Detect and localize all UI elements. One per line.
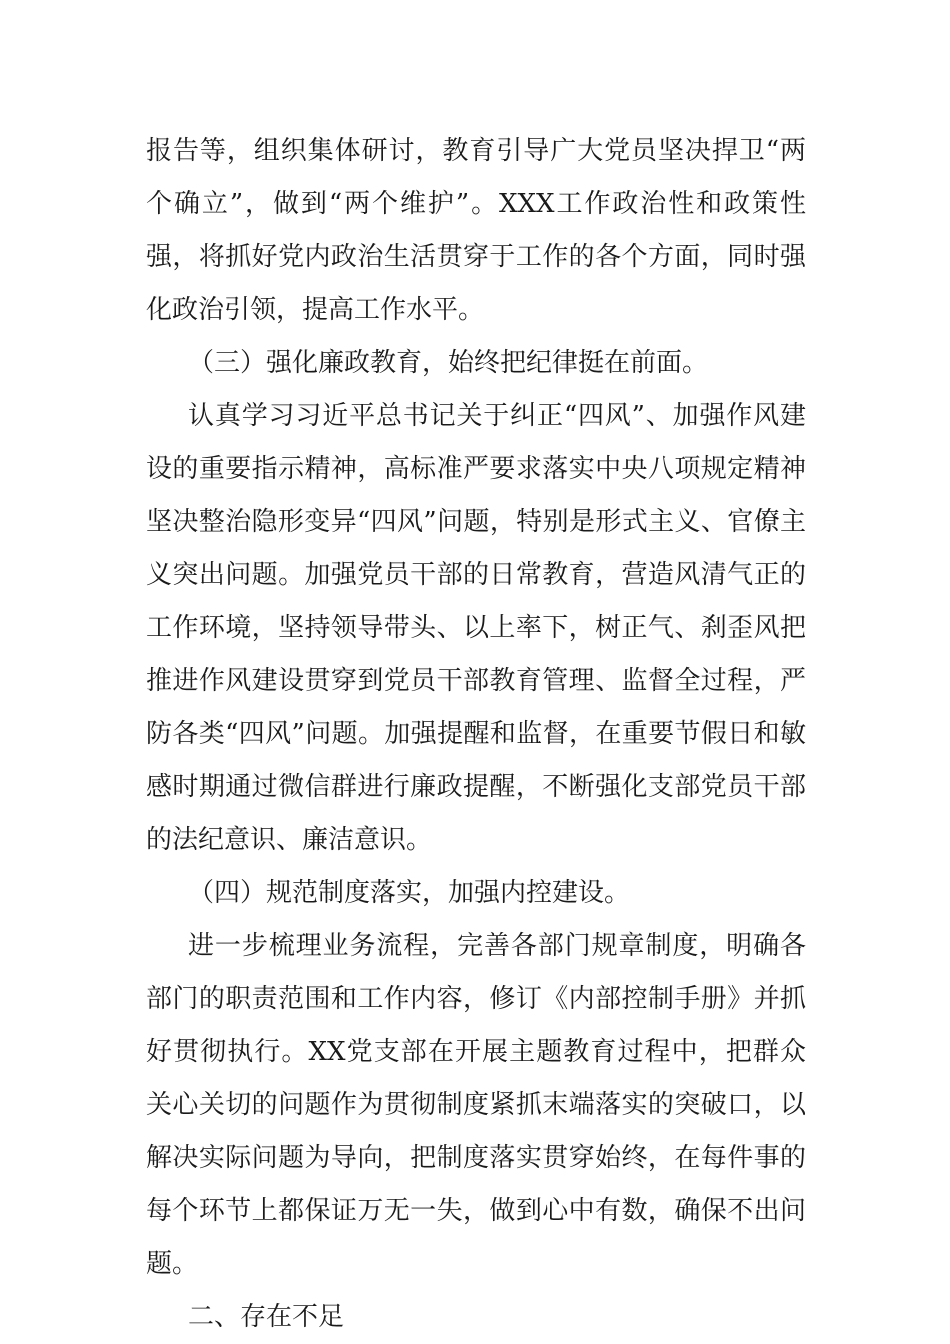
- paragraph-integrity-education: 认真学习习近平总书记关于纠正“四风”、加强作风建设的重要指示精神，高标准严要求落实中央八项规定精神坚决整治隐形变异“四风”问题，特别是形式主义、官僚主义突出问题。加强党员干部的日常教育，营造风清气正的工作环境，坚持领导带头、以上率下，树正气、刹歪风把推进作风建设贯穿到党员干部教育管理、监督全过程，严防各类“四风”问题。加强提醒和监督，在重要节假日和敏感时期通过微信群进行廉政提醒，不断强化支部党员干部的法纪意识、廉洁意识。: [146, 401, 806, 855]
- paragraph-internal-control: 进一步梳理业务流程，完善各部门规章制度，明确各部门的职责范围和工作内容，修订《内部控制手册》并抓好贯彻执行。XX党支部在开展主题教育过程中，把群众关心关切的问题作为贯彻制度紧抓末端落实的突破口，以解决实际问题为导向，把制度落实贯穿始终，在每件事的每个环节上都保证万无一失，做到心中有数，确保不出问题。: [146, 931, 806, 1279]
- paragraph-continuation: 报告等，组织集体研讨，教育引导广大党员坚决捍卫“两个确立”，做到“两个维护”。XXX工作政治性和政策性强，将抓好党内政治生活贯穿于工作的各个方面，同时强化政治引领，提高工作水平。: [146, 136, 806, 325]
- document-body: [146, 125, 806, 1344]
- section-heading-4: （四）规范制度落实，加强内控建设。: [188, 878, 631, 908]
- section-heading-3: （三）强化廉政教育，始终把纪律挺在前面。: [188, 348, 709, 378]
- section-heading-shortcomings: 二、存在不足: [188, 1302, 345, 1332]
